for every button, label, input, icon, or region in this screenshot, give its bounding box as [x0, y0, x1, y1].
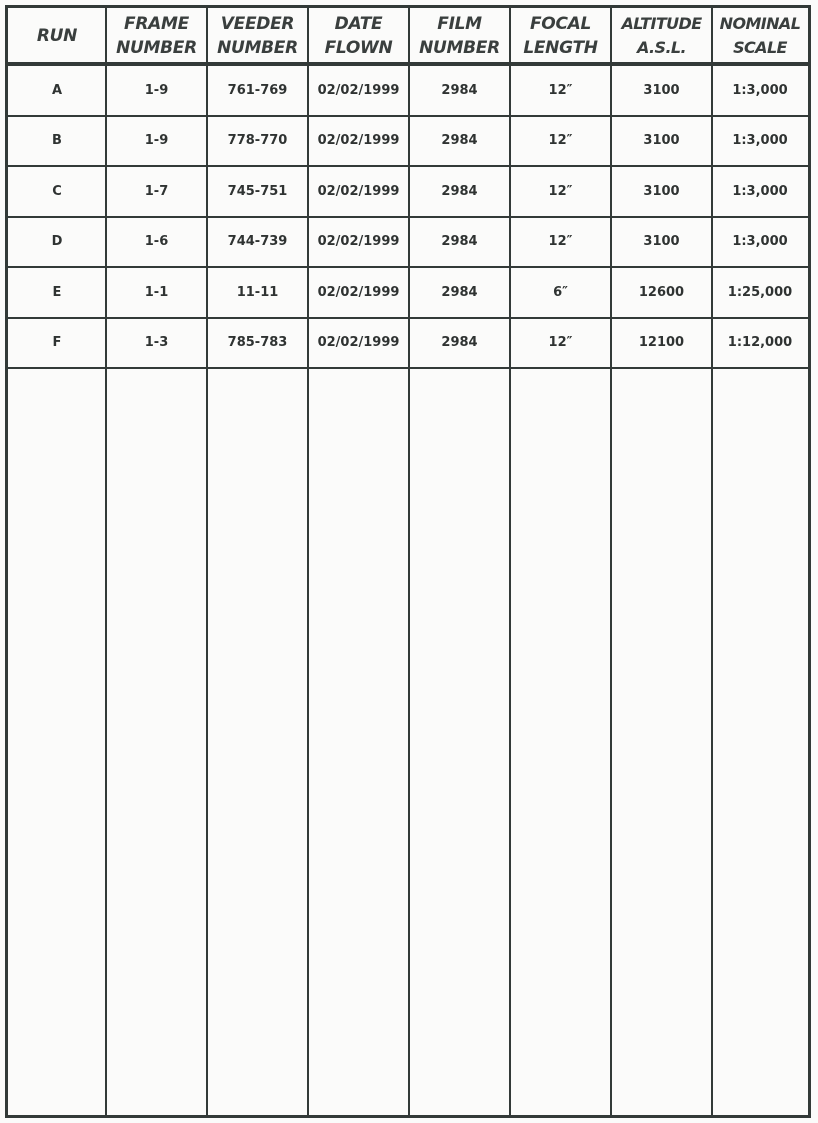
cell-veeder-number: 745-751 [227, 183, 288, 199]
cell-run: E [52, 284, 62, 300]
header-label-line2: NUMBER [419, 38, 500, 58]
cell-date-flown: 02/02/1999 [317, 82, 400, 98]
cell-run: B [52, 133, 62, 148]
cell-focal-length: 12″ [548, 335, 573, 350]
cell-frame-number: 1-9 [144, 82, 169, 98]
header-label-line2: LENGTH [523, 38, 598, 58]
cell-frame-number: 1-1 [144, 284, 169, 300]
cell-veeder-number: 11-11 [236, 284, 279, 300]
header-label-line1: RUN [36, 26, 78, 46]
header-focal-length [510, 8, 611, 64]
cell-altitude-asl: 3100 [643, 183, 680, 199]
header-label-line2: SCALE [733, 38, 787, 57]
flight-log-table [5, 5, 811, 1118]
cell-film-number: 2984 [441, 82, 478, 98]
cell-film-number: 2984 [441, 133, 478, 148]
cell-nominal-scale: 1:3,000 [732, 183, 788, 199]
header-label-line1: FRAME [124, 14, 189, 34]
cell-frame-number: 1-3 [144, 335, 169, 350]
cell-altitude-asl: 3100 [643, 133, 680, 148]
cell-focal-length: 12″ [548, 82, 573, 98]
cell-frame-number: 1-9 [144, 133, 169, 148]
cell-focal-length: 12″ [548, 234, 573, 249]
cell-run: F [52, 335, 62, 350]
header-run [8, 8, 106, 64]
cell-run: C [52, 183, 62, 199]
cell-focal-length: 6″ [553, 284, 568, 300]
cell-frame-number: 1-6 [144, 234, 169, 249]
header-label-line2: FLOWN [324, 38, 393, 58]
cell-altitude-asl: 3100 [643, 234, 680, 249]
cell-veeder-number: 761-769 [227, 82, 288, 98]
cell-date-flown: 02/02/1999 [317, 133, 400, 148]
header-label-line2: NUMBER [116, 38, 197, 58]
cell-film-number: 2984 [441, 183, 478, 199]
cell-film-number: 2984 [441, 284, 478, 300]
header-label-line1: NOMINAL [719, 14, 801, 33]
cell-altitude-asl: 12600 [638, 284, 685, 300]
cell-film-number: 2984 [441, 234, 478, 249]
cell-film-number: 2984 [441, 335, 478, 350]
header-nominal-scale [712, 8, 808, 64]
header-label-line2: NUMBER [217, 38, 298, 58]
cell-focal-length: 12″ [548, 183, 573, 199]
header-label-line1: DATE [334, 14, 383, 34]
header-altitude-asl [611, 8, 712, 64]
row-divider [8, 367, 808, 369]
cell-altitude-asl: 12100 [638, 335, 685, 350]
header-label-line1: FOCAL [529, 14, 592, 34]
cell-date-flown: 02/02/1999 [317, 284, 400, 300]
header-label-line1: FILM [437, 14, 482, 34]
cell-date-flown: 02/02/1999 [317, 183, 400, 199]
cell-run: A [51, 82, 63, 98]
cell-focal-length: 12″ [548, 133, 573, 148]
header-frame-number [106, 8, 207, 64]
cell-nominal-scale: 1:3,000 [732, 234, 788, 249]
cell-frame-number: 1-7 [144, 183, 169, 199]
cell-veeder-number: 785-783 [227, 335, 288, 350]
cell-nominal-scale: 1:3,000 [732, 82, 788, 98]
header-veeder-number [207, 8, 308, 64]
cell-veeder-number: 744-739 [227, 234, 288, 249]
header-label-line1: VEEDER [220, 14, 295, 34]
header-film-number [409, 8, 510, 64]
header-label-line1: ALTITUDE [621, 14, 702, 33]
cell-nominal-scale: 1:3,000 [732, 133, 788, 148]
cell-date-flown: 02/02/1999 [317, 335, 400, 350]
cell-nominal-scale: 1:25,000 [727, 284, 793, 300]
cell-run: D [51, 234, 63, 249]
cell-date-flown: 02/02/1999 [317, 234, 400, 249]
header-label-line2: A.S.L. [636, 38, 687, 57]
cell-altitude-asl: 3100 [643, 82, 680, 98]
cell-veeder-number: 778-770 [227, 133, 288, 148]
header-date-flown [308, 8, 409, 64]
cell-nominal-scale: 1:12,000 [727, 335, 793, 350]
